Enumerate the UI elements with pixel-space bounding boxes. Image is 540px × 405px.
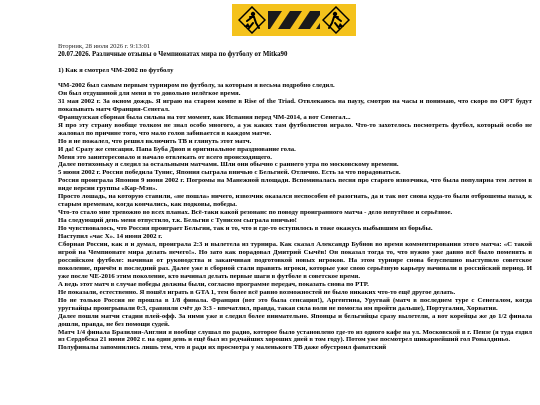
post-paragraph: Но чувствовалось, что Россия проиграет Бельгии, так и то, что и где-то оступилось в тоже окажусь выбывшим из борьбы. [58,225,433,233]
post-paragraph: А ведь этот матч в случае победы должны были, согласно программе передач, показать снова по РТР. [58,280,369,288]
post-paragraph: Наступил «час Х». 14 июня 2002 г. [58,233,163,241]
barrier-icon [268,9,320,31]
post-paragraph: 5 июня 2002 г. Россия победила Тунис, Япония сыграла вничью с Бельгией. Отлично. Есть за что порадоваться. [58,169,401,177]
post-title: 20.07.2026. Различные отзывы о Чемпионатах мира по футболу от Mitka90 [58,51,288,58]
post-paragraph: Далее пошли матчи стадии плей-офф. За ними уже я следил более внимательно. Японцы и бельгийцы сразу вылетели, а вот корейцы же до 1/2 финала дошли, правда, не без помощи судей. [58,312,532,328]
post-paragraph: Просто лошадь, на которую ставили, «не пошла» ничего, извозчик оказался неспособен её разогнать, да и так вот снова куда-то были отброшены назад, к старым временам, когда кончались, как подковы, победы. [58,193,532,209]
post-paragraph: Сборная России, как я и думал, проиграла 2:3 и вылетела из турнира. Как сказал Александр Бубнов во время комментирования этого матча: «С такой игрой на Чемпионате мира делать нечего!». Но зато как порадовал Дмитрий Сычёв! Он показал тогда то, что нужно уже давно всё было поменять в российском футболе: начиная от руководства и заканчивая подготовкой новых игроков. На этом турнире снова безуспешно выступило советское поколение, причём в последний раз. Далее уже в сборной стали править игроки, которые уже свою серьёзную карьеру начинали в российский период. И уже после ЧЕ-2016 этим поколение, кто начинал делать первые шаги в футболе в советское время. [58,241,532,280]
post-paragraph: 1) Как я смотрел ЧМ-2002 по футболу [58,67,174,74]
post-paragraph: Не показали, естественно. Я пошёл играть в GTA 1, тем более всё равно возможностей не было никаких что-то ещё другое делать. [58,288,456,296]
post-paragraph: ЧМ-2002 был самым первым турниром по футболу, за которым я весьма подробно следил. [58,81,335,89]
post-paragraph: Что-то стало мне тревожно во всех планах. Всё-таки какой резонанс по поводу проигранного матча - дело непутёвое и серьёзное. [58,209,453,217]
post-content [58,43,532,352]
post-body [58,67,532,352]
post-paragraph: Я про эту страну вообще толком не знал особо многого, а уж каких там футболистов играло. Что-то захотелось посмотреть футбол, который особо не жаловал по причине того, что мало голов забивается в каждом матче. [58,121,532,137]
post-paragraph: И да! Сразу же сенсация. Папа Буба Диоп и оригинальное празднование гола. [58,145,296,153]
post-paragraph: Но не только Россия не прошла в 1/8 финала. Франция (вот это была сенсация!), Аргентина, Уругвай (матч в последнем туре с Сенегалом, когда уругвайцы проигрывали 0:3, сравняли счёт до 3:3 - впечатлил, правда, такая сила воли не помогла им пройти дальше), Португалия, Хорватия. [58,296,532,312]
post-date: Вторник, 28 июля 2026 г. 9:13:01 [58,43,151,50]
post-paragraph: Далее потихоньку я следил за остальными матчами. Шли они обычно с раннего утра по московскому времени. [58,161,399,169]
post-paragraph: 31 мая 2002 г. За окном дождь. Я играю на старом компе в Rise of the Triad. Отвлекаюсь на паузу, смотрю на часы и понимаю, что скоро по ОРТ будут показывать матч Франция-Сенегал. [58,97,532,113]
post-paragraph: Французская сборная была сильна на тот момент, как Испания перед ЧМ-2014, а вот Сенегал... [58,113,351,121]
header-banner [0,0,540,40]
under-construction-worker-icon [322,6,350,34]
post-paragraph: Россия проиграла Японии 9 июня 2002 г. Погромы на Манежной площади. Вспоминалась песня про старого извозчика, что была популярна тем летом в виде версии группы «Кар-Мэн». [58,177,532,193]
post-paragraph: На следующий день меня отпустило, т.к. Бельгия с Тунисом сыграла вничью! [58,217,297,225]
under-construction-worker-icon [238,6,266,34]
post-paragraph: Он был отдушиной для меня в то довольно нелёгкое время. [58,89,241,97]
post-paragraph: Меня это заинтересовало и начало отвлекать от всего происходящего. [58,153,272,161]
post-paragraph: Полуфиналы запомнились лишь тем, что я ради их просмотра у маленького ТВ даже обустроил фанатский [58,344,387,352]
post-paragraph: Матч 1/4 финала Бразилия-Англия я вообще слушал по радио, которое было установлено где-то из одного кафе на ул. Московской в г. Пензе (я туда ездил из Сердобска 21 июня 2002 г. на один день и ещё был из редчайших хороших дней в том году). Потом уже посмотрел шикарнейший гол Роналдиньо. [58,328,532,344]
post-paragraph: Но я не пожалел, что решил включить ТВ и глянуть этот матч. [58,137,252,145]
